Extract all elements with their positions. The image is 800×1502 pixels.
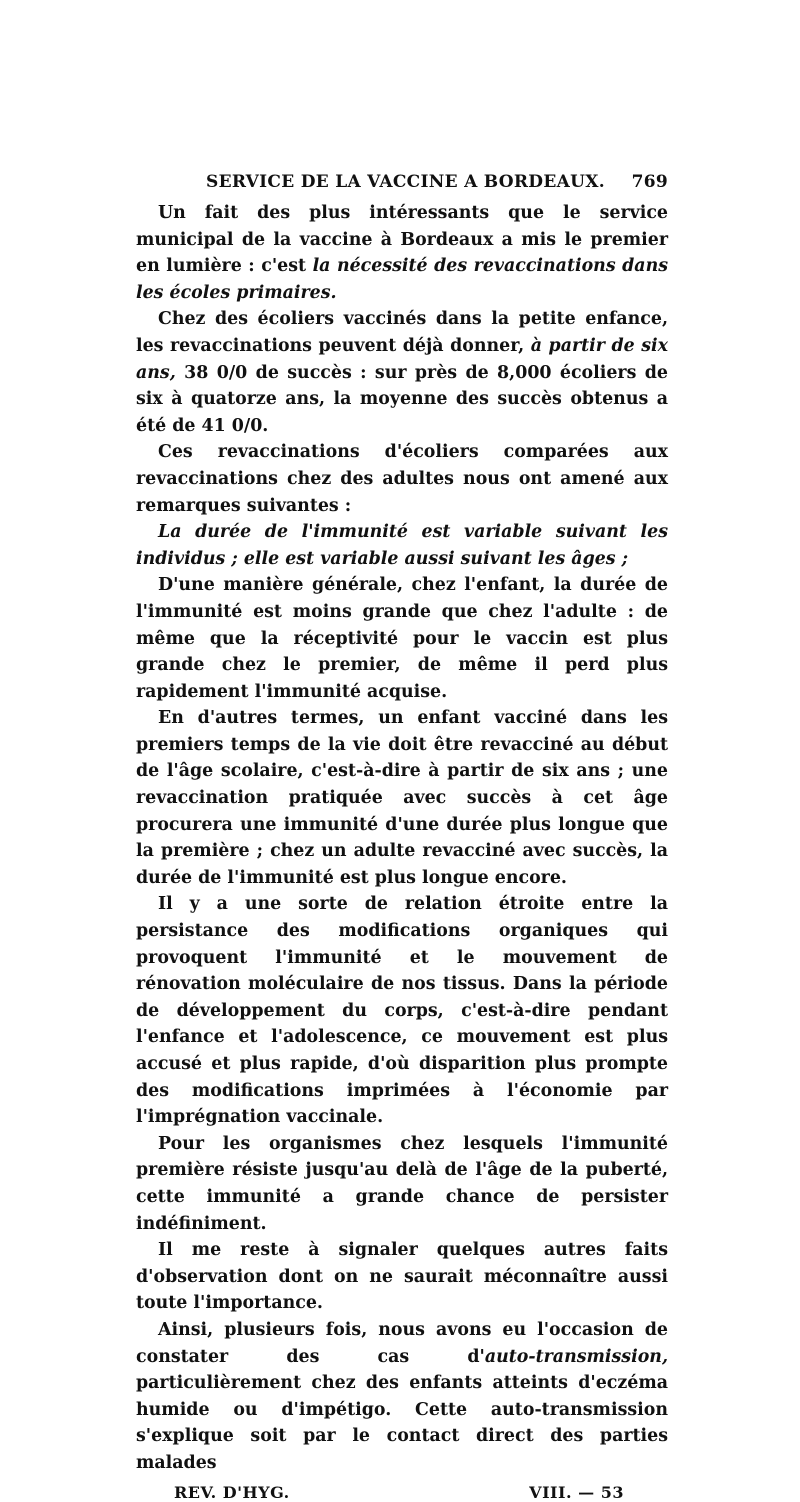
text-run: Pour les organismes chez lesquels l'immunité première résiste jusqu'au delà de l'âge de la puberté, cette immunité a grande chance de persister indéfiniment. bbox=[136, 1133, 668, 1234]
text-run: Chez des écoliers vaccinés dans la petite enfance, les revaccinations peuvent déjà donner, bbox=[136, 309, 668, 356]
italic-run: auto-transmission, bbox=[484, 1346, 668, 1367]
footer bbox=[136, 1483, 668, 1502]
footer-signature: REV. D'HYG. bbox=[174, 1482, 290, 1502]
paragraph bbox=[136, 519, 668, 572]
paragraph bbox=[136, 439, 668, 519]
page-number: 769 bbox=[631, 172, 668, 192]
italic-run: à partir de six ans, bbox=[136, 335, 668, 383]
text-run: Ainsi, plusieurs fois, nous avons eu l'occasion de constater des cas d' bbox=[136, 1319, 668, 1367]
text-run: Il y a une sorte de relation étroite entre la persistance des modifications organiques qui provoquent l'immunité et le mouvement de rénovation moléculaire de nos tissus. Dans la période de développement du corps, c'est-à-dire pendant l'enfance et l'adolescence, ce mouvement est plus accusé et plus rapide, d'où disparition plus prompte des modifications imprimées à l'économie par l'imprégnation vaccinale. bbox=[136, 894, 668, 1128]
paragraph bbox=[136, 306, 668, 439]
paragraph bbox=[136, 1131, 668, 1237]
paragraph bbox=[136, 891, 668, 1130]
text-run: 38 0/0 de succès : sur près de 8,000 écoliers de six à quatorze ans, la moyenne des succès obtenus a été de 41 0/0. bbox=[136, 362, 668, 436]
text-run: Ces revaccinations d'écoliers comparées aux revaccinations chez des adultes nous ont amené aux remarques suivantes : bbox=[136, 442, 668, 516]
text-run: Un fait des plus intéressants que le service municipal de la vaccine à Bordeaux a mis le premier en lumière : c'est bbox=[136, 203, 668, 277]
text-run: particulièrement chez des enfants atteints d'eczéma humide ou d'impétigo. Cette auto-transmission s'explique soit par le contact direct des parties malades bbox=[136, 1373, 668, 1473]
italic-run: la nécessité des revaccinations dans les écoles primaires. bbox=[136, 256, 669, 303]
italic-run: La durée de l'immunité est variable suivant les individus ; elle est variable aussi suivant les âges ; bbox=[136, 522, 668, 569]
text-run: D'une manière générale, chez l'enfant, la durée de l'immunité est moins grande que chez l'adulte : de même que la réceptivité pour le vaccin est plus grande chez le premier, de même il perd plus rapidement l'immunité acquise. bbox=[136, 575, 668, 702]
footer-sheet-mark: VIII. — 53 bbox=[529, 1482, 624, 1502]
paragraph bbox=[136, 1317, 668, 1477]
page bbox=[136, 172, 668, 1502]
text-run: Il me reste à signaler quelques autres faits d'observation dont on ne saurait méconnaître aussi toute l'importance. bbox=[136, 1240, 668, 1314]
paragraph bbox=[136, 705, 668, 891]
paragraph bbox=[136, 200, 668, 306]
paragraph bbox=[136, 1237, 668, 1317]
text-run: En d'autres termes, un enfant vacciné dans les premiers temps de la vie doit être revacciné au début de l'âge scolaire, c'est-à-dire à partir de six ans ; une revaccination pratiquée avec succès à cet âge procurera une immunité d'une durée plus longue que la première ; chez un adulte revacciné avec succès, la durée de l'immunité est plus longue encore. bbox=[136, 708, 668, 888]
paragraph bbox=[136, 572, 668, 705]
body-text bbox=[136, 200, 668, 1477]
running-head bbox=[136, 172, 668, 192]
running-title: SERVICE DE LA VACCINE A BORDEAUX. bbox=[206, 172, 605, 192]
